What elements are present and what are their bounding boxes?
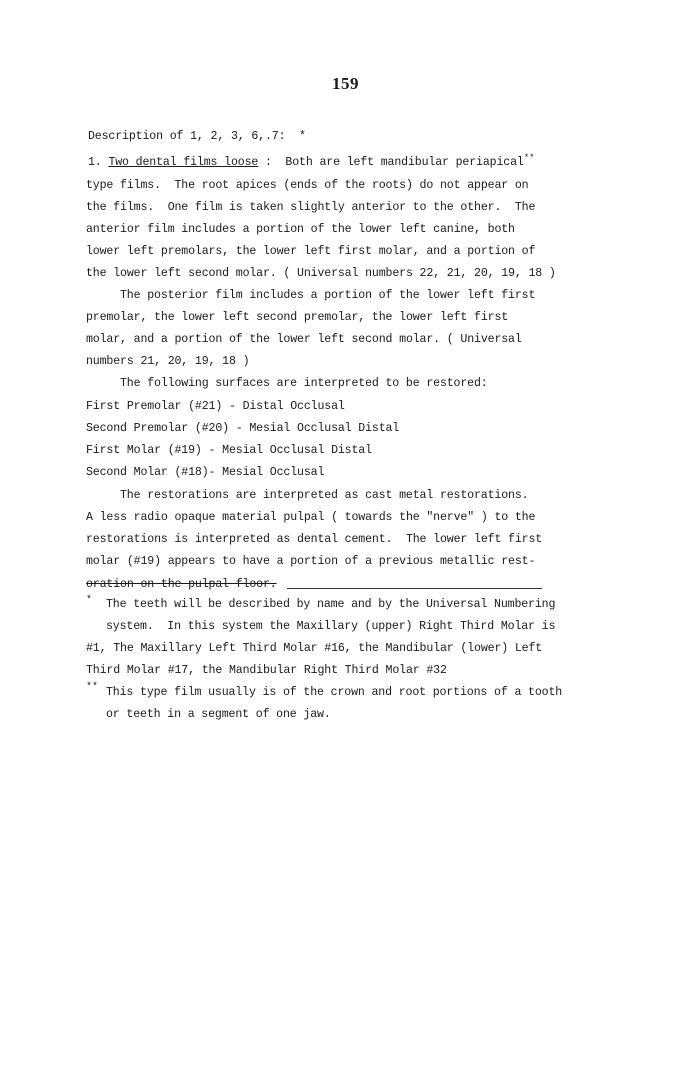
- body-line: the lower left second molar. ( Universal numbers 22, 21, 20, 19, 18 ): [86, 267, 556, 280]
- body-line: anterior film includes a portion of the lower left canine, both: [86, 223, 515, 236]
- restoration-item: Second Molar (#18)- Mesial Occlusal: [86, 466, 325, 479]
- body-line: The restorations are interpreted as cast metal restorations.: [120, 489, 529, 502]
- body-line: A less radio opaque material pulpal ( towards the "nerve" ) to the: [86, 511, 536, 524]
- footnote-2-line: or teeth in a segment of one jaw.: [106, 708, 331, 721]
- footnote-1-line: Third Molar #17, the Mandibular Right Third Molar #32: [86, 664, 447, 677]
- body-line: the films. One film is taken slightly anterior to the other. The: [86, 201, 536, 214]
- body-line: molar, and a portion of the lower left second molar. ( Universal: [86, 333, 522, 346]
- body-line: type films. The root apices (ends of the roots) do not appear on: [86, 179, 529, 192]
- body-line: restorations is interpreted as dental cement. The lower left first: [86, 533, 543, 546]
- body-line: lower left premolars, the lower left first molar, and a portion of: [86, 245, 536, 258]
- restoration-item: First Molar (#19) - Mesial Occlusal Distal: [86, 444, 372, 457]
- footnote-separator: [287, 588, 542, 589]
- footnote-1-line: system. In this system the Maxillary (upper) Right Third Molar is: [106, 620, 556, 633]
- body-line: premolar, the lower left second premolar, the lower left first: [86, 311, 509, 324]
- footnote-1-line: The teeth will be described by name and by the Universal Numbering: [106, 598, 556, 611]
- item-1-text: : Both are left mandibular periapical: [258, 156, 524, 169]
- body-line: numbers 21, 20, 19, 18 ): [86, 355, 250, 368]
- item-1-number: 1.: [88, 156, 109, 169]
- body-line: molar (#19) appears to have a portion of a previous metallic rest-: [86, 555, 536, 568]
- footnote-1-line: #1, The Maxillary Left Third Molar #16, the Mandibular (lower) Left: [86, 642, 543, 655]
- footnote-2-mark: **: [86, 682, 99, 693]
- footnote-1-mark: *: [86, 595, 93, 606]
- item-1-first-line: [88, 153, 535, 170]
- item-1-title: Two dental films loose: [108, 156, 259, 169]
- restoration-item: Second Premolar (#20) - Mesial Occlusal Distal: [86, 422, 400, 435]
- body-line-struck: oration on the pulpal floor.: [86, 578, 277, 591]
- double-asterisk-reference: **: [523, 153, 535, 163]
- section-heading: Description of 1, 2, 3, 6,.7: *: [88, 130, 306, 143]
- body-line: The posterior film includes a portion of the lower left first: [120, 289, 536, 302]
- footnote-2-line: This type film usually is of the crown and root portions of a tooth: [106, 686, 563, 699]
- restoration-item: First Premolar (#21) - Distal Occlusal: [86, 400, 345, 413]
- body-line: The following surfaces are interpreted to be restored:: [120, 377, 488, 390]
- page-number: 159: [332, 74, 359, 93]
